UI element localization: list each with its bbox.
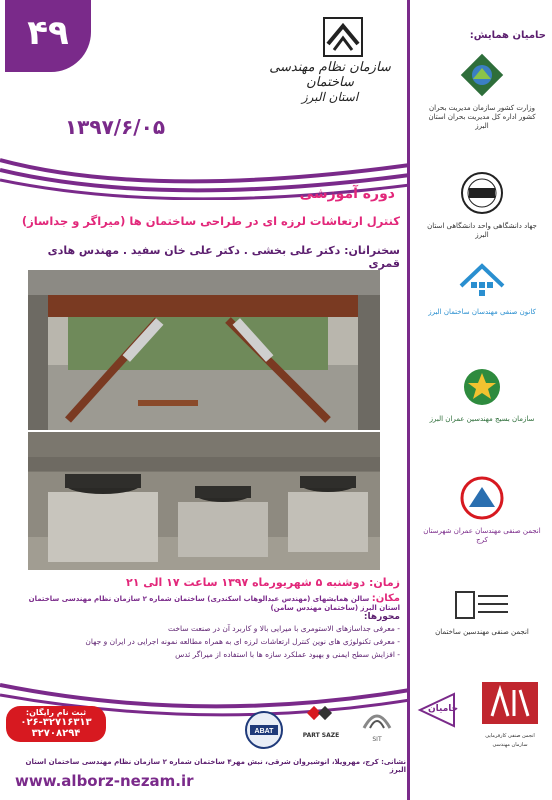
sponsors-sidebar bbox=[407, 0, 552, 800]
registration-phone1: ۰۲۶-۳۲۷۱۶۳۱۳ bbox=[20, 717, 92, 728]
registration-phone2: ۳۲۷۰۸۲۹۴ bbox=[31, 728, 81, 739]
course-speakers: سخنرانان: دکتر علی بخشی . دکتر علی خان سفید . مهندس هادی قمری bbox=[47, 244, 400, 270]
topic-item: - معرفی تکنولوژی های نوین کنترل ارتعاشات لرزه ای به همراه مطالعه نمونه اجرایی در ایران و جهان bbox=[85, 637, 400, 646]
abat-logo-icon bbox=[244, 710, 284, 750]
sponsor-basij bbox=[422, 365, 542, 424]
crisis-management-logo-icon bbox=[459, 52, 505, 98]
address: نشانی: کرج، مهرویلا، انوشیروان شرقی، نبش مهر۴ ساختمان شماره ۲ سازمان نظام مهندسی ساختمان استان البرز bbox=[25, 758, 406, 774]
sit-caption: SIT bbox=[372, 736, 382, 743]
part-saze-logo-icon bbox=[306, 706, 336, 728]
course-title: کنترل ارتعاشات لرزه ای در طراحی ساختمان ها (میراگر و جداساز) bbox=[21, 214, 400, 228]
registration-label: ثبت نام رایگان: bbox=[25, 708, 87, 717]
website-link[interactable]: www.alborz-nezam.ir bbox=[15, 772, 194, 790]
sponsor-caption: کانون صنفی مهندسان ساختمان البرز bbox=[428, 308, 536, 316]
sit-logo-icon bbox=[362, 708, 392, 732]
sponsor-crisis-management bbox=[422, 52, 542, 131]
sponsor-caption: وزارت کشور سازمان مدیریت بحران کشور اداره کل مدیریت بحران استان البرز bbox=[428, 104, 536, 130]
building-engineers-logo-icon bbox=[452, 588, 512, 622]
topic-item: - معرفی جداسازهای الاستومری با میرایی بالا و کاربرد آن در صنعت ساخت bbox=[168, 624, 400, 633]
org-logo bbox=[322, 16, 364, 58]
damper-photo-illustration bbox=[28, 270, 380, 430]
event-date: ۱۳۹۷/۶/۰۵ bbox=[64, 115, 166, 139]
sponsor-caption: انجمن صنفی کارفرمایی سازمان مهندسی bbox=[485, 733, 535, 748]
logo-part-saze bbox=[292, 706, 350, 750]
org-name-line1: سازمان نظام مهندسی ساختمان bbox=[269, 60, 391, 90]
building-logo-icon bbox=[322, 16, 364, 58]
supporters-heading: حامیان همایش: bbox=[469, 30, 546, 41]
org-name bbox=[260, 60, 400, 104]
sponsor-kanoon bbox=[422, 262, 542, 317]
employers-logo-icon bbox=[480, 680, 540, 726]
sponsor-caption: سازمان بسیج مهندسین عمران البرز bbox=[429, 415, 535, 423]
sponsor-employers bbox=[478, 680, 542, 750]
sponsor-jahad bbox=[422, 170, 542, 240]
registration-badge bbox=[6, 706, 106, 742]
sponsors-label: حامیان bbox=[428, 704, 459, 714]
sponsor-civil-engineers bbox=[422, 475, 542, 545]
topics-heading: محورها: bbox=[363, 612, 400, 622]
sponsor-caption: جهاد دانشگاهی واحد دانشگاهی استان البرز bbox=[427, 222, 537, 239]
event-place bbox=[20, 593, 400, 612]
logo-sit bbox=[355, 708, 399, 748]
photo-isolators bbox=[28, 432, 380, 570]
isolator-photo-illustration bbox=[28, 432, 380, 570]
civil-engineers-logo-icon bbox=[459, 475, 505, 521]
topic-item: - افزایش سطح ایمنی و بهبود عملکرد سازه ها با استفاده از میراگر ثدس bbox=[175, 650, 400, 659]
abat-logo-text: ABAT bbox=[254, 728, 274, 735]
kanoon-logo-icon bbox=[457, 262, 507, 302]
course-type: دوره آموزشی bbox=[299, 186, 395, 202]
sponsor-caption: انجمن صنفی مهندسین ساختمان bbox=[435, 628, 529, 636]
org-name-line2: استان البرز bbox=[301, 90, 359, 104]
sponsor-caption: انجمن صنفی مهندسان عمران شهرستان کرج bbox=[423, 527, 541, 544]
part-saze-caption: PART SAZE bbox=[302, 732, 340, 739]
jahad-logo-icon bbox=[459, 170, 505, 216]
issue-number-badge: ۴۹ bbox=[5, 0, 91, 72]
place-label: مکان: bbox=[371, 593, 400, 604]
basij-logo-icon bbox=[460, 365, 504, 409]
topics bbox=[20, 612, 400, 661]
event-time: زمان: دوشنبه ۵ شهریورماه ۱۳۹۷ ساعت ۱۷ الی ۲۱ bbox=[126, 576, 400, 589]
sponsor-building-engineers bbox=[422, 588, 542, 637]
place-text: سالن همایشهای (مهندس عبدالوهاب اسکندری) ساختمان شماره ۲ سازمان نظام مهندسی ساختمان استان البرز (ساختمان مهندس سامن) bbox=[28, 595, 400, 612]
logo-abat bbox=[244, 710, 284, 750]
photo-damper-frame bbox=[28, 270, 380, 430]
